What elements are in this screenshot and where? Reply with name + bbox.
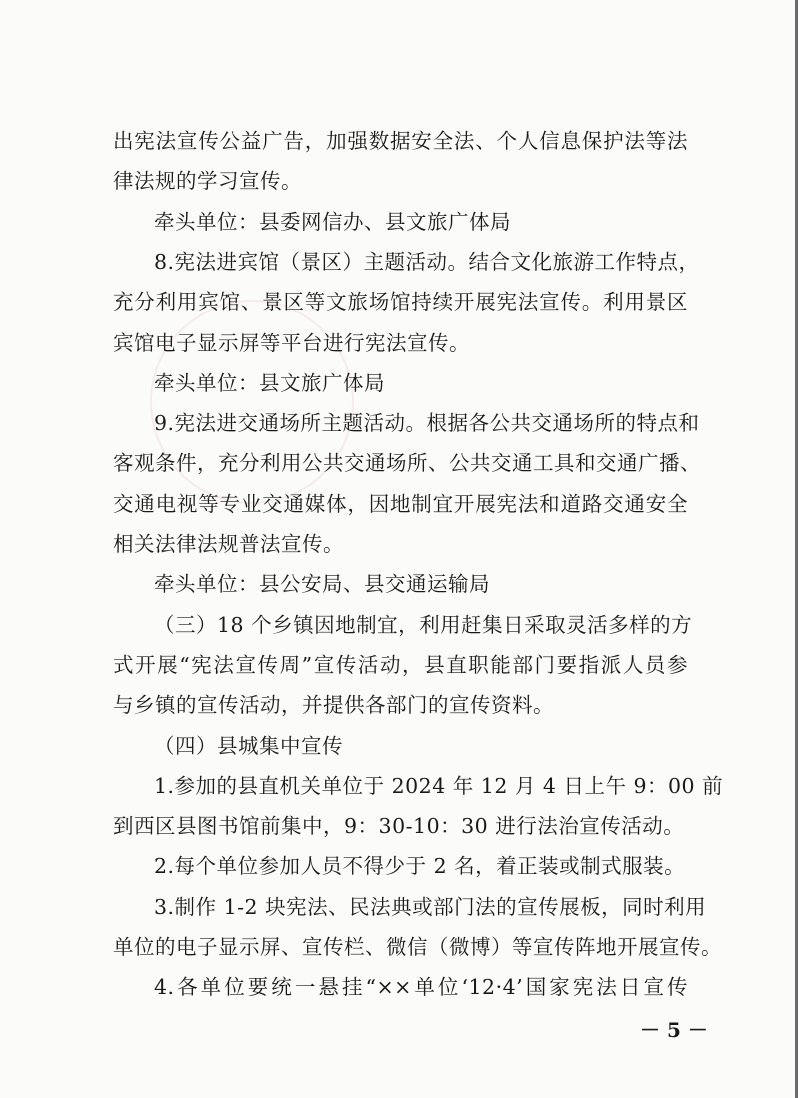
body-line: 9.宪法进交通场所主题活动。根据各公共交通场所的特点和: [154, 411, 700, 436]
lead-unit-line: 牵头单位：县文旅广体局: [154, 370, 385, 395]
body-line: 宾馆电子显示屏等平台进行宪法宣传。: [113, 330, 470, 355]
section-heading: （四）县城集中宣传: [154, 733, 343, 758]
body-line: 充分利用宾馆、景区等文旅场馆持续开展宪法宣传。利用景区: [113, 290, 688, 315]
body-line: 3.制作 1-2 块宪法、民法典或部门法的宣传展板，同时利用: [154, 894, 707, 919]
lead-unit-line: 牵头单位：县公安局、县交通运输局: [154, 572, 490, 597]
body-line: 律法规的学习宣传。: [113, 169, 302, 194]
body-line: 1.参加的县直机关单位于 2024 年 12 月 4 日上午 9：00 前: [154, 773, 724, 798]
body-line: （三）18 个乡镇因地制宜，利用赶集日采取灵活多样的方: [154, 612, 693, 637]
body-line: 式开展“宪法宣传周”宣传活动，县直职能部门要指派人员参: [113, 652, 688, 677]
page-number: － 5 －: [640, 1018, 708, 1042]
body-line: 出宪法宣传公益广告，加强数据安全法、个人信息保护法等法: [113, 129, 688, 153]
body-line: 8.宪法进宾馆（景区）主题活动。结合文化旅游工作特点，: [154, 249, 700, 274]
body-line: 相关法律法规普法宣传。: [113, 532, 344, 556]
body-line: 到西区县图书馆前集中，9：30-10：30 进行法治宣传活动。: [113, 814, 685, 839]
body-line: 交通电视等专业交通媒体，因地制宜开展宪法和道路交通安全: [113, 491, 688, 516]
body-line: 与乡镇的宣传活动，并提供各部门的宣传资料。: [113, 693, 554, 718]
body-line: 2.每个单位参加人员不得少于 2 名，着正装或制式服装。: [154, 854, 686, 879]
body-line: 4.各单位要统一悬挂“××单位‘12·4’国家宪法日宣传: [154, 975, 688, 1000]
body-line: 客观条件，充分利用公共交通场所、公共交通工具和交通广播、: [113, 451, 701, 476]
lead-unit-line: 牵头单位：县委网信办、县文旅广体局: [154, 209, 511, 234]
body-line: 单位的电子显示屏、宣传栏、微信（微博）等宣传阵地开展宣传。: [113, 935, 722, 959]
